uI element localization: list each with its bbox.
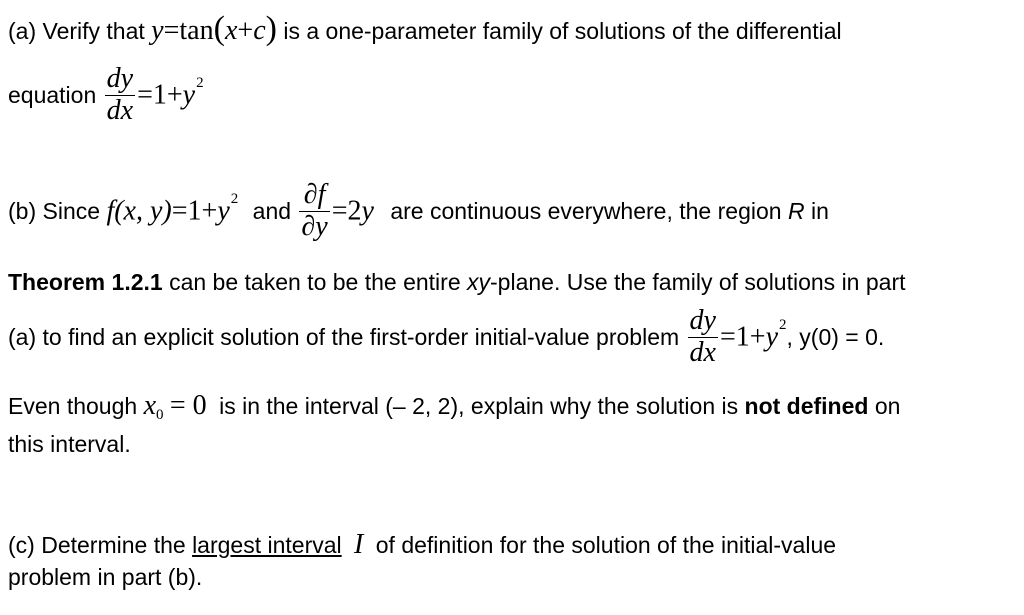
rhs-expression: =1+	[719, 321, 766, 353]
in-word: in	[810, 197, 829, 224]
partial-fraction	[299, 180, 329, 243]
partial-rhs: =2	[331, 195, 362, 227]
var-c: c	[253, 15, 266, 46]
dy-dx-fraction	[105, 64, 135, 127]
paren-close: )	[265, 10, 277, 47]
part-a-text: is a one-parameter family of solutions of the differential	[283, 18, 842, 44]
largest-interval-underlined: largest interval	[192, 532, 342, 558]
rhs-expression: =1+	[171, 195, 218, 227]
and-word: and	[252, 197, 292, 224]
var-i: I	[354, 529, 364, 560]
part-a-line-2	[8, 64, 204, 127]
plus-sign: +	[237, 15, 254, 46]
part-a-line-1	[8, 12, 842, 46]
equals-sign: =	[163, 15, 180, 46]
partial-numerator: ∂f	[299, 180, 329, 212]
var-y: y	[151, 15, 164, 46]
fraction-denominator: dx	[106, 94, 134, 126]
x0-value: = 0	[169, 390, 207, 421]
part-c-text: of definition for the solution of the initial-value	[375, 532, 837, 558]
part-b-text: are continuous everywhere, the region	[390, 197, 782, 224]
part-b-text-7: this interval.	[8, 431, 131, 457]
part-b-text-5: Even though	[8, 393, 138, 419]
part-b-line-2	[8, 271, 906, 294]
partial-denominator: ∂y	[301, 210, 328, 242]
rhs-expression: =1+	[137, 79, 183, 111]
fraction-numerator: dy	[106, 63, 134, 94]
part-b-text-4: (a) to find an explicit solution of the first-order initial-value problem	[8, 323, 680, 350]
on-word: on	[874, 393, 901, 419]
dy-dx-fraction-2	[688, 306, 718, 369]
var-x: x	[224, 15, 238, 46]
part-c-line-1	[8, 531, 836, 559]
var-y: y	[182, 79, 196, 111]
var-y: y	[361, 195, 374, 227]
theorem-ref: Theorem 1.2.1	[8, 269, 163, 295]
fraction-numerator: dy	[689, 305, 716, 336]
function-f: f	[106, 195, 115, 227]
function-args: (x, y)	[114, 195, 172, 227]
part-b-line-4	[8, 392, 900, 423]
initial-condition: , y(0) = 0.	[786, 323, 885, 350]
part-b-text-6: is in the interval (– 2, 2), explain why the solution is	[219, 393, 739, 419]
subscript-0: 0	[156, 407, 164, 423]
exponent: 2	[779, 317, 787, 334]
part-b-text-2: can be taken to be the entire	[169, 269, 461, 295]
tan-function: tan	[179, 15, 214, 46]
xy-plane: xy	[467, 269, 491, 295]
exponent: 2	[196, 75, 204, 92]
var-x0: x	[143, 390, 156, 421]
fraction-denominator: dx	[689, 336, 716, 368]
part-b-line-5	[8, 433, 131, 456]
equation-label: equation	[8, 81, 97, 108]
part-b-line-3	[8, 306, 884, 369]
part-c-line-2	[8, 566, 202, 589]
part-c-intro: (c) Determine the	[8, 532, 186, 558]
part-c-text-2: problem in part (b).	[8, 564, 203, 590]
part-a-intro: (a) Verify that	[8, 18, 145, 44]
part-b-text-3: -plane. Use the family of solutions in part	[490, 269, 906, 295]
var-y: y	[765, 321, 779, 353]
part-b-line-1	[8, 180, 829, 243]
region-r: R	[787, 197, 805, 224]
exponent: 2	[230, 191, 239, 208]
not-defined-emphasis: not defined	[744, 393, 869, 419]
var-y: y	[217, 195, 230, 227]
paren-open: (	[213, 10, 225, 47]
part-b-intro: (b) Since	[8, 197, 101, 224]
